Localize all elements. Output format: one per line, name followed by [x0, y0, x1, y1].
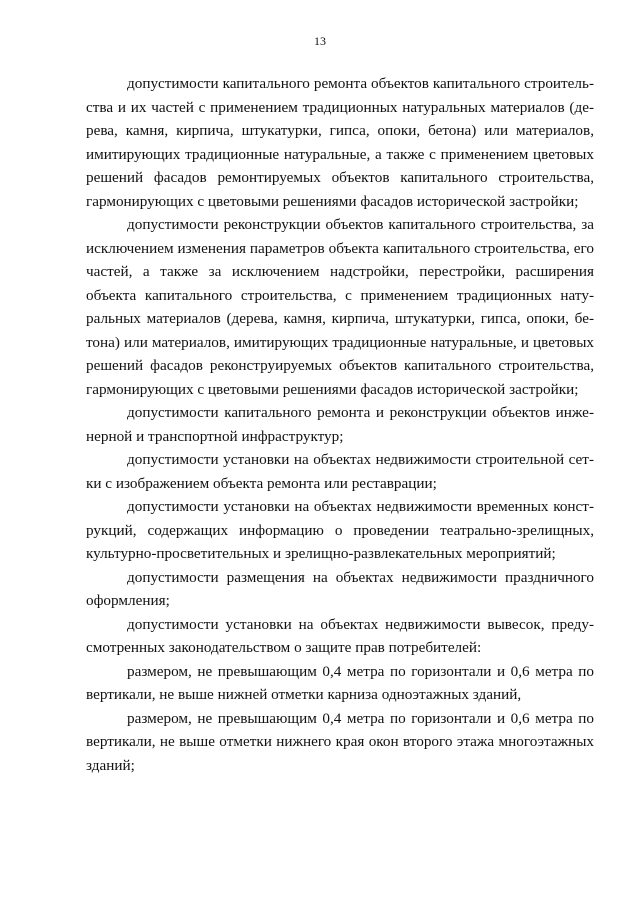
paragraph-signboards: допустимости установки на объектах недвижимости вывесок, предусмотренных законодательством о защите прав потребителей: [86, 615, 594, 656]
paragraph-temporary-structures: допустимости установки на объектах недвижимости временных конструкций, содержащих информацию о проведении театрально-зрелищных, культурно-просветительных и зрелищно-развлекательных мероприятий; [86, 498, 594, 562]
document-body [86, 72, 594, 777]
paragraph-capital-repair: допустимости капитального ремонта объектов капитального строительства и их частей с применением традиционных натуральных материалов (дерева, камня, кирпича, штукатурки, гипса, опоки, бетона) или материалов, имитирующих традиционные натуральные, а также с применением цветовых решений фасадов ремонтируемых объектов капитального строительства, гармонирующих с цветовыми решениями фасадов исторической застройки; [86, 75, 594, 210]
paragraph-infrastructure: допустимости капитального ремонта и реконструкции объектов инженерной и транспортной инфраструктур; [86, 404, 594, 445]
paragraph-festive-decoration: допустимости размещения на объектах недвижимости праздничного оформления; [86, 568, 594, 609]
paragraph-size-multi-storey: размером, не превышающим 0,4 метра по горизонтали и 0,6 метра по вертикали, не выше отметки нижнего края окон второго этажа многоэтажных зданий; [86, 709, 594, 774]
page-number: 13 [314, 34, 326, 48]
paragraph-size-one-storey: размером, не превышающим 0,4 метра по горизонтали и 0,6 метра по вертикали, не выше нижней отметки карниза одноэтажных зданий, [86, 662, 594, 703]
paragraph-reconstruction: допустимости реконструкции объектов капитального строительства, за исключением изменения параметров объекта капитального строительства, его частей, а также за исключением надстройки, перестройки, расширения объекта капитального строительства, с применением традиционных натуральных материалов (дерева, камня, кирпича, штукатурки, гипса, опоки, бетона) или материалов, имитирующих традиционные натуральные, и цветовых решений фасадов реконструируемых объектов капитального строительства, гармонирующих с цветовыми решениями фасадов исторической застройки; [86, 216, 594, 398]
paragraph-construction-mesh: допустимости установки на объектах недвижимости строительной сетки с изображением объекта ремонта или реставрации; [86, 451, 594, 492]
